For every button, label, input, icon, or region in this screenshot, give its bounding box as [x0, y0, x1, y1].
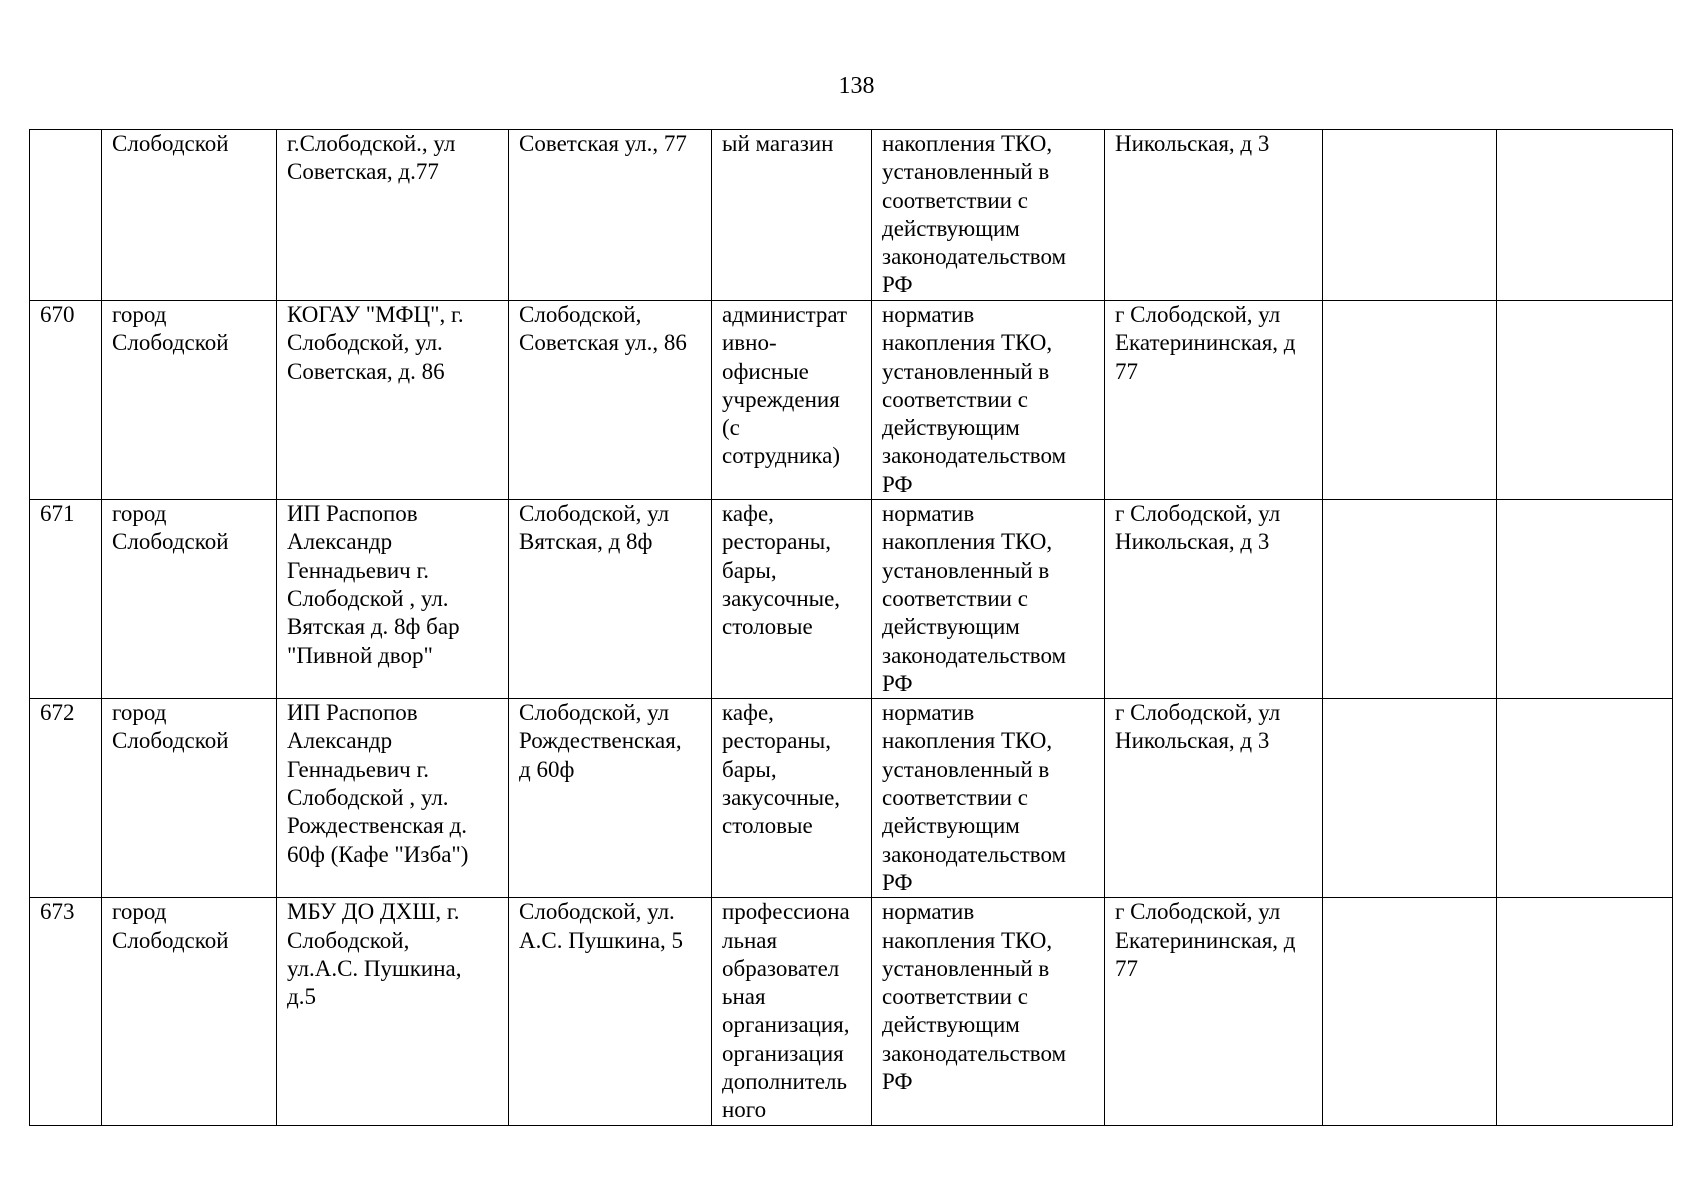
locality-cell: город Слободской — [102, 699, 277, 898]
waste-source-cell: ИП Распопов Александр Геннадьевич г. Слободской , ул. Вятская д. 8ф бар "Пивной двор" — [277, 500, 509, 699]
destination-cell: г Слободской, ул Никольская, д 3 — [1105, 699, 1323, 898]
locality-cell: город Слободской — [102, 500, 277, 699]
table-row — [30, 699, 1673, 898]
empty-cell — [1497, 301, 1673, 500]
destination-cell: г Слободской, ул Екатерининская, д 77 — [1105, 301, 1323, 500]
waste-source-cell: МБУ ДО ДХШ, г. Слободской, ул.А.С. Пушкина, д.5 — [277, 898, 509, 1125]
table-row — [30, 500, 1673, 699]
category-cell: кафе, рестораны, бары, закусочные, столовые — [712, 500, 872, 699]
locality-cell: город Слободской — [102, 301, 277, 500]
empty-cell — [1323, 699, 1497, 898]
table-row — [30, 301, 1673, 500]
table-row — [30, 130, 1673, 301]
waste-source-cell: ИП Распопов Александр Геннадьевич г. Слободской , ул. Рождественская д. 60ф (Кафе "Изба") — [277, 699, 509, 898]
waste-source-cell: КОГАУ "МФЦ", г. Слободской, ул. Советская, д. 86 — [277, 301, 509, 500]
empty-cell — [1323, 301, 1497, 500]
site-address-cell: Слободской, ул Вятская, д 8ф — [509, 500, 712, 699]
accumulation-norm-cell: накопления ТКО, установленный в соответствии с действующим законодательством РФ — [872, 130, 1105, 301]
empty-cell — [1497, 130, 1673, 301]
empty-cell — [1497, 898, 1673, 1125]
accumulation-norm-cell: норматив накопления ТКО, установленный в соответствии с действующим законодательством РФ — [872, 699, 1105, 898]
category-cell: кафе, рестораны, бары, закусочные, столовые — [712, 699, 872, 898]
page-number: 138 — [838, 73, 875, 99]
accumulation-norm-cell: норматив накопления ТКО, установленный в соответствии с действующим законодательством РФ — [872, 301, 1105, 500]
row-number-cell: 673 — [30, 898, 102, 1125]
accumulation-norm-cell: норматив накопления ТКО, установленный в соответствии с действующим законодательством РФ — [872, 500, 1105, 699]
row-number-cell: 670 — [30, 301, 102, 500]
destination-cell: Никольская, д 3 — [1105, 130, 1323, 301]
site-address-cell: Слободской, Советская ул., 86 — [509, 301, 712, 500]
destination-cell: г Слободской, ул Екатерининская, д 77 — [1105, 898, 1323, 1125]
row-number-cell: 671 — [30, 500, 102, 699]
empty-cell — [1323, 130, 1497, 301]
waste-sites-table — [29, 129, 1673, 1126]
table-row — [30, 898, 1673, 1125]
row-number-cell — [30, 130, 102, 301]
empty-cell — [1323, 898, 1497, 1125]
empty-cell — [1497, 500, 1673, 699]
empty-cell — [1323, 500, 1497, 699]
locality-cell: Слободской — [102, 130, 277, 301]
category-cell: профессиона льная образовател ьная организация, организация дополнитель ного — [712, 898, 872, 1125]
row-number-cell: 672 — [30, 699, 102, 898]
empty-cell — [1497, 699, 1673, 898]
destination-cell: г Слободской, ул Никольская, д 3 — [1105, 500, 1323, 699]
locality-cell: город Слободской — [102, 898, 277, 1125]
accumulation-norm-cell: норматив накопления ТКО, установленный в соответствии с действующим законодательством РФ — [872, 898, 1105, 1125]
category-cell: ый магазин — [712, 130, 872, 301]
site-address-cell: Слободской, ул Рождественская, д 60ф — [509, 699, 712, 898]
category-cell: администрат ивно- офисные учреждения (с сотрудника) — [712, 301, 872, 500]
site-address-cell: Советская ул., 77 — [509, 130, 712, 301]
waste-source-cell: г.Слободской., ул Советская, д.77 — [277, 130, 509, 301]
site-address-cell: Слободской, ул. А.С. Пушкина, 5 — [509, 898, 712, 1125]
